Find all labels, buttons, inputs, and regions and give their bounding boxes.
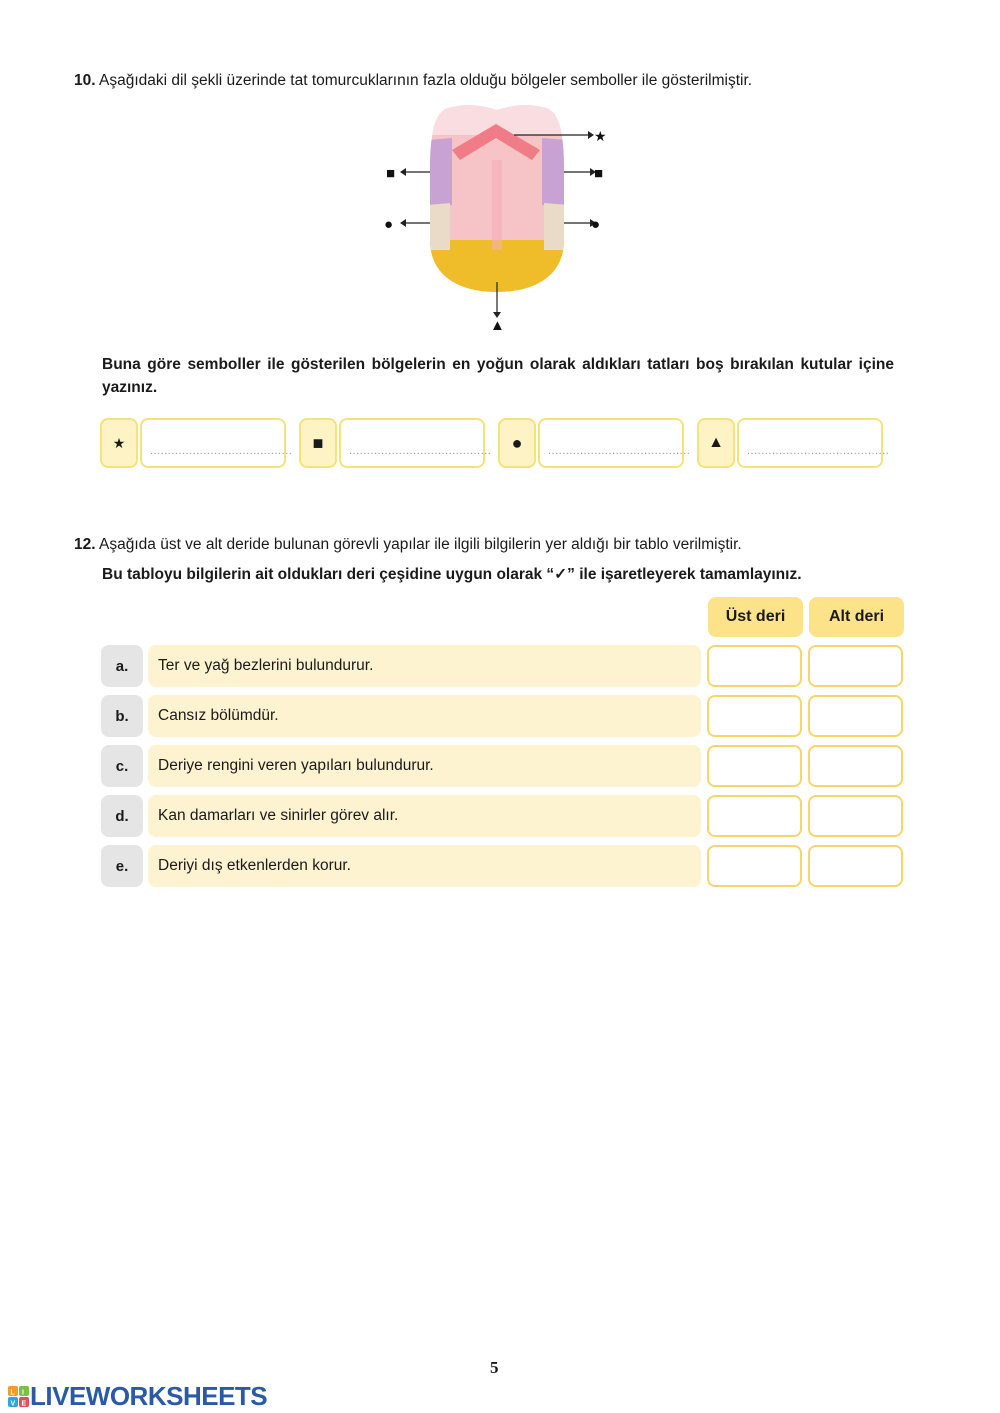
checkbox-alt-deri[interactable] — [808, 795, 903, 837]
checkbox-alt-deri[interactable] — [808, 645, 903, 687]
question-10-text — [74, 72, 752, 90]
star-icon: ★ — [100, 418, 138, 468]
answer-placeholder: ........................................ — [349, 445, 492, 457]
circle-icon: ● — [498, 418, 536, 468]
question-12-instruction: Bu tabloyu bilgilerin ait oldukları deri çeşidine uygun olarak “✓” ile işaretleyerek tamamlayınız. — [102, 566, 802, 583]
checkbox-ust-deri[interactable] — [707, 645, 802, 687]
row-statement: Kan damarları ve sinirler görev alır. — [148, 795, 701, 837]
checkbox-alt-deri[interactable] — [808, 745, 903, 787]
column-header-ust-deri: Üst deri — [708, 597, 803, 637]
svg-text:I: I — [22, 1389, 24, 1396]
question-number: 10. — [74, 72, 96, 89]
answer-placeholder: ........................................ — [548, 445, 691, 457]
liveworksheets-logo — [8, 1381, 267, 1412]
circle-label-right: ● — [591, 216, 601, 233]
row-statement: Cansız bölümdür. — [148, 695, 701, 737]
row-letter: c. — [101, 745, 143, 787]
square-label-right: ■ — [594, 165, 604, 182]
answer-input-triangle[interactable] — [737, 418, 890, 468]
question-number: 12. — [74, 536, 96, 553]
tongue-diagram — [378, 100, 618, 335]
triangle-label: ▲ — [490, 317, 505, 334]
checkbox-ust-deri[interactable] — [707, 795, 802, 837]
question-10-instruction: Buna göre semboller ile gösterilen bölgelerin en yoğun olarak aldıkları tatları boş bırakılan kutular içine yazınız. — [102, 356, 894, 396]
checkbox-ust-deri[interactable] — [707, 695, 802, 737]
question-10-prompt: Aşağıdaki dil şekli üzerinde tat tomurcuklarının fazla olduğu bölgeler semboller ile gösterilmiştir. — [99, 72, 753, 89]
row-letter: a. — [101, 645, 143, 687]
star-label: ★ — [594, 128, 607, 144]
square-icon: ■ — [299, 418, 337, 468]
question-12-prompt: Aşağıda üst ve alt deride bulunan görevli yapılar ile ilgili bilgilerin yer aldığı bir tablo verilmiştir. — [99, 536, 742, 553]
answer-boxes — [100, 418, 890, 468]
page-number: 5 — [490, 1358, 499, 1377]
row-statement: Deriyi dış etkenlerden korur. — [148, 845, 701, 887]
table-row — [101, 745, 906, 789]
row-letter: e. — [101, 845, 143, 887]
row-statement: Deriye rengini veren yapıları bulundurur. — [148, 745, 701, 787]
circle-label-left: ● — [384, 216, 394, 233]
tongue-illustration — [378, 100, 618, 335]
table-row — [101, 845, 906, 889]
row-statement: Ter ve yağ bezlerini bulundurur. — [148, 645, 701, 687]
logo-letters: L — [10, 1389, 15, 1396]
column-header-alt-deri: Alt deri — [809, 597, 904, 637]
answer-input-circle[interactable] — [538, 418, 691, 468]
checkbox-alt-deri[interactable] — [808, 695, 903, 737]
table-row — [101, 795, 906, 839]
checkbox-alt-deri[interactable] — [808, 845, 903, 887]
answer-input-square[interactable] — [339, 418, 492, 468]
question-12-text — [74, 536, 742, 554]
triangle-icon: ▲ — [697, 418, 735, 468]
answer-input-star[interactable] — [140, 418, 293, 468]
table-row — [101, 645, 906, 689]
row-letter: d. — [101, 795, 143, 837]
logo-text: LIVEWORKSHEETS — [30, 1381, 268, 1411]
row-letter: b. — [101, 695, 143, 737]
svg-text:V: V — [10, 1400, 16, 1407]
checkbox-ust-deri[interactable] — [707, 745, 802, 787]
answer-placeholder: ........................................ — [747, 445, 890, 457]
square-label-left: ■ — [386, 165, 396, 182]
svg-text:E: E — [21, 1400, 27, 1407]
answer-placeholder: ........................................ — [150, 445, 293, 457]
logo-grid-icon — [8, 1386, 30, 1408]
table-row — [101, 695, 906, 739]
checkbox-ust-deri[interactable] — [707, 845, 802, 887]
